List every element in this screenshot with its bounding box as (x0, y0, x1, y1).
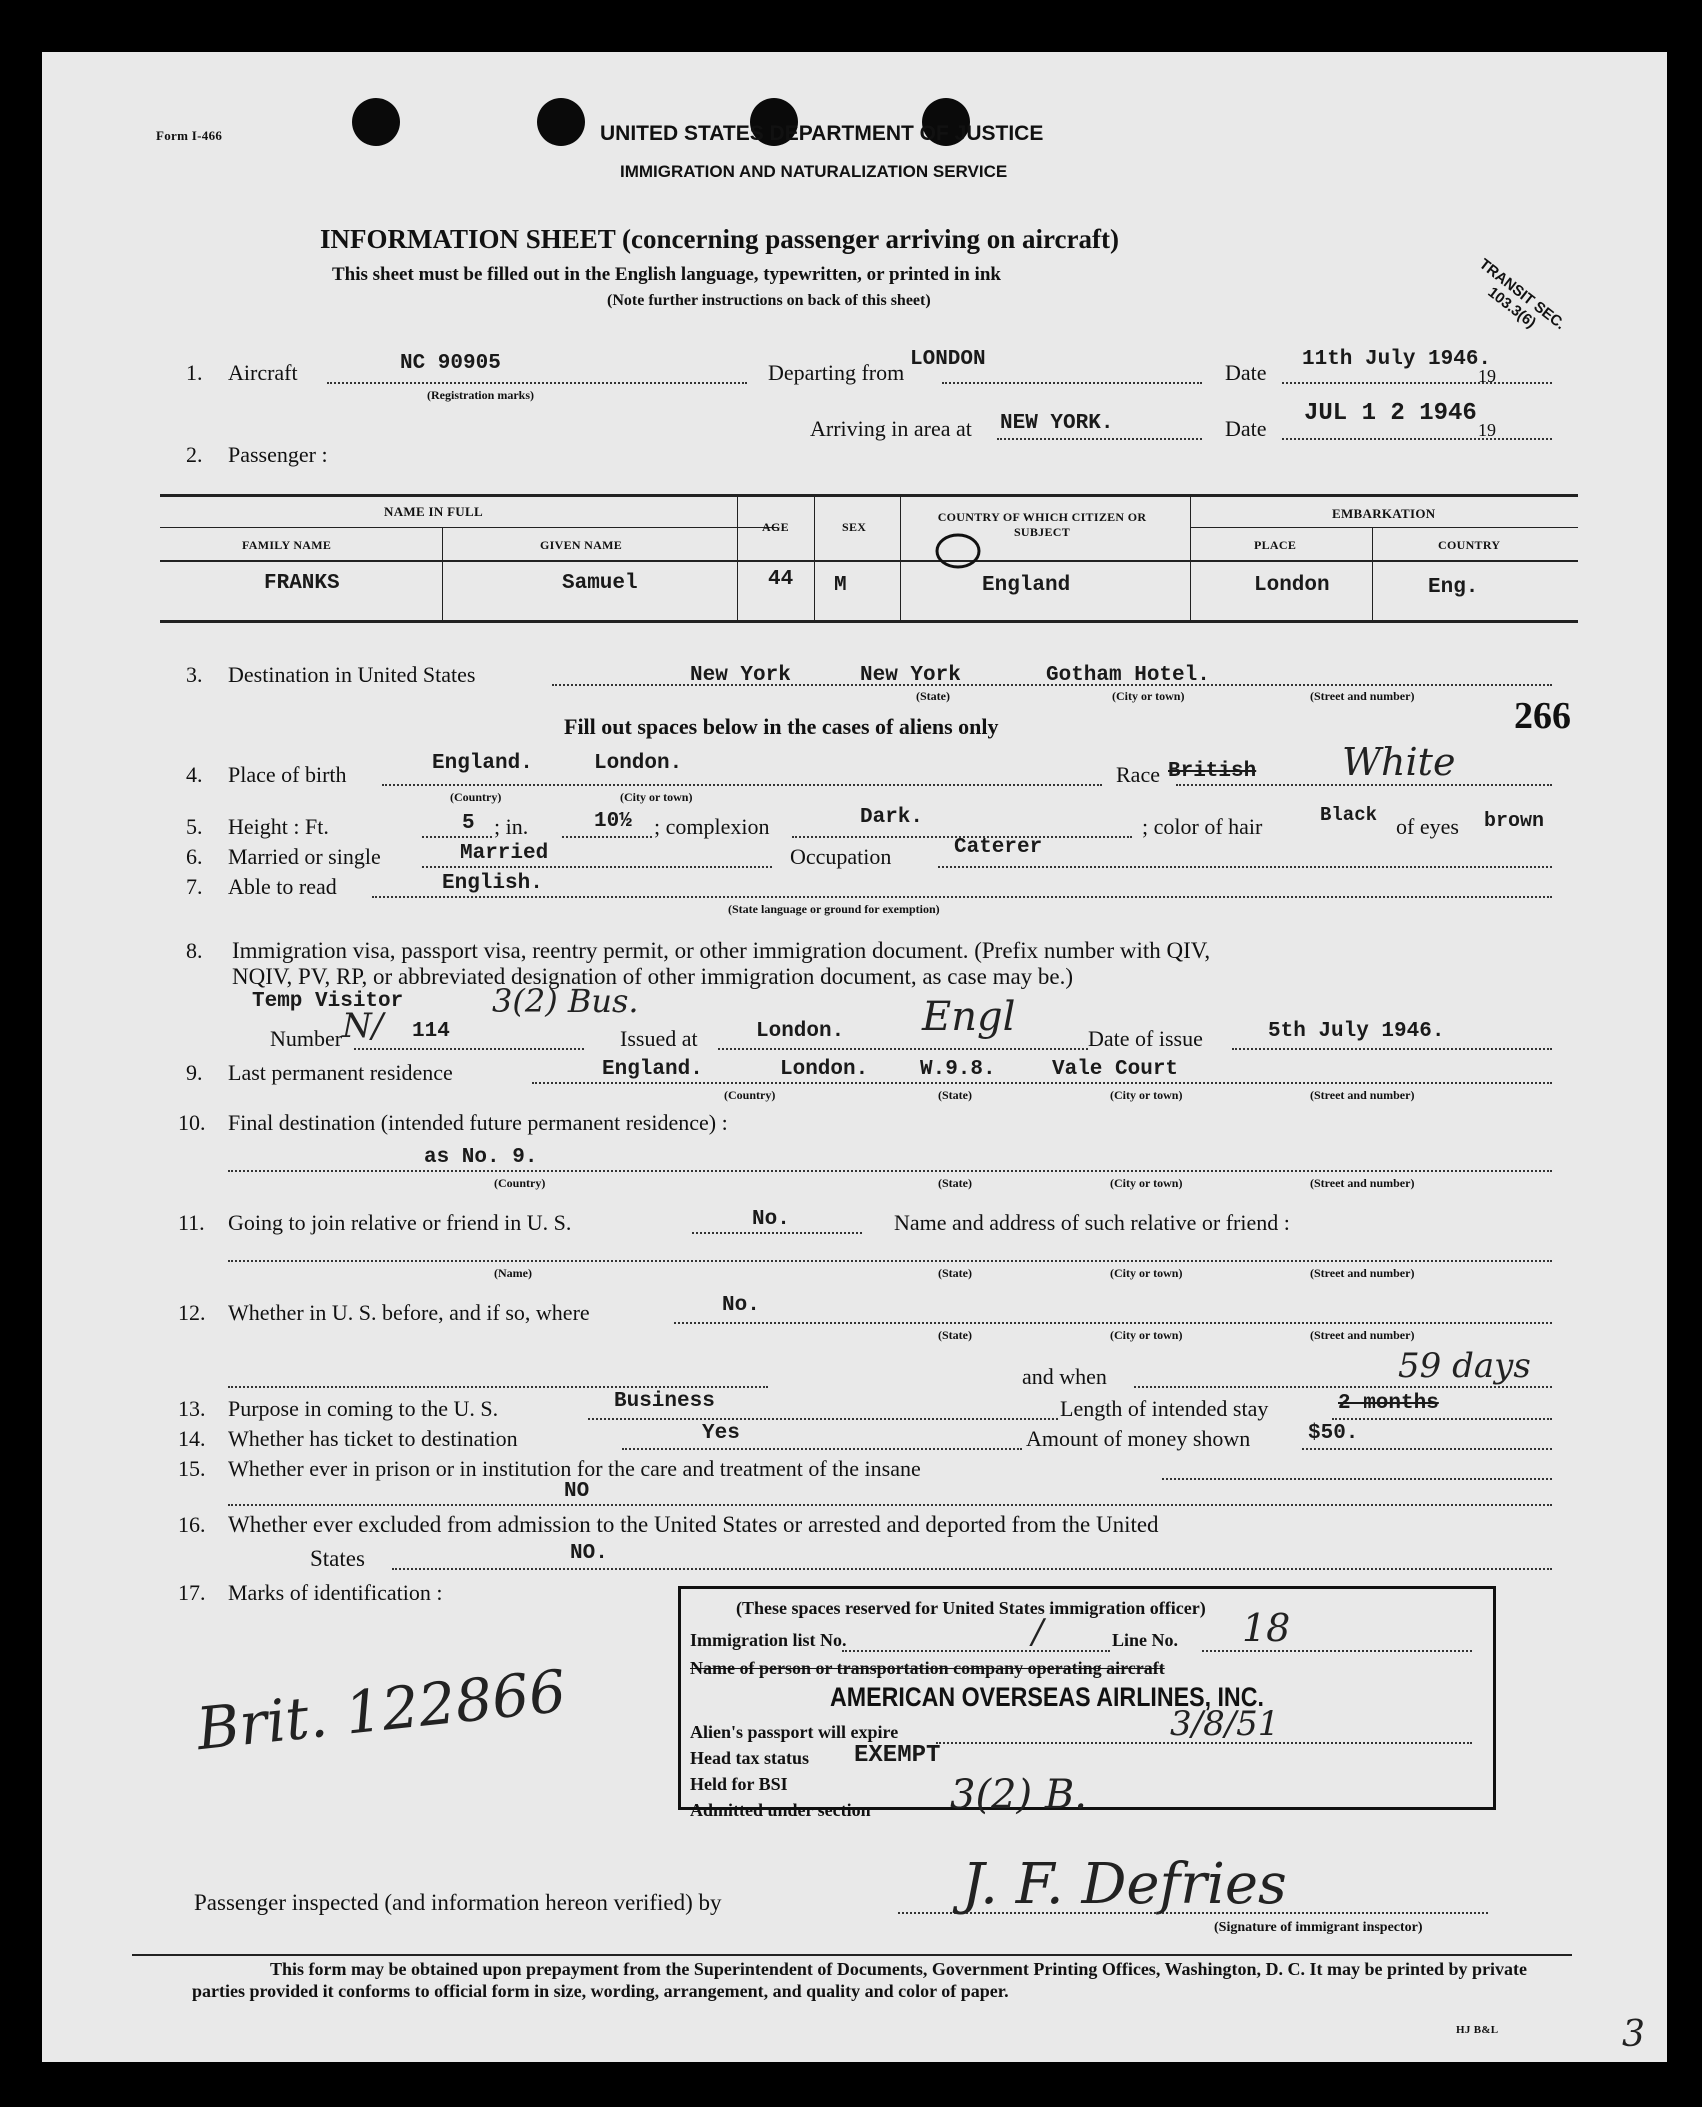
destination-label: Destination in United States (228, 662, 476, 687)
destination-street: Gotham Hotel. (1046, 664, 1210, 687)
cap-street: (Street and number) (1310, 1328, 1415, 1342)
complexion-label: ; complexion (654, 814, 770, 839)
list-no-label: Immigration list No. (690, 1630, 847, 1650)
final-destination-value: as No. 9. (424, 1146, 538, 1169)
signature-caption: (Signature of immigrant inspector) (1214, 1920, 1423, 1935)
issued-value: London. (756, 1020, 845, 1043)
cap-street: (Street and number) (1310, 689, 1415, 703)
passenger-age: 44 (768, 568, 794, 591)
col-place: PLACE (1254, 538, 1297, 552)
q10-number: 10. (178, 1110, 206, 1135)
visa-line1: Immigration visa, passport visa, reentry permit, or other immigration document. (Prefix number with QIV, (232, 938, 1211, 963)
q13-number: 13. (178, 1396, 206, 1421)
excluded-value: NO. (570, 1542, 608, 1565)
passenger-given: Samuel (562, 572, 638, 595)
prison-value: NO (564, 1480, 590, 1503)
race-label: Race (1116, 762, 1160, 787)
final-destination-label: Final destination (intended future permanent residence) : (228, 1110, 728, 1135)
q16-number: 16. (178, 1512, 206, 1537)
cap-state: (State) (916, 689, 950, 703)
q4-number: 4. (186, 762, 203, 787)
col-given-name: GIVEN NAME (540, 538, 623, 552)
money-label: Amount of money shown (1026, 1426, 1251, 1451)
passenger-emb-place: London (1254, 574, 1330, 597)
when-handwritten: 59 days (1398, 1346, 1531, 1386)
q7-number: 7. (186, 874, 203, 899)
residence-city: W.9.8. (920, 1058, 996, 1081)
height-inches: 10½ (594, 810, 632, 833)
col-name-in-full: NAME IN FULL (384, 504, 483, 519)
inspector-signature: J. F. Defries (962, 1852, 1287, 1917)
form-id: Form I-466 (156, 128, 223, 143)
cap-city: (City or town) (1112, 689, 1185, 703)
col-family-name: FAMILY NAME (242, 538, 332, 552)
cap-country: (Country) (494, 1176, 546, 1190)
col-age: AGE (762, 520, 789, 534)
aliens-only-header: Fill out spaces below in the cases of aliens only (564, 714, 999, 739)
eyes-value: brown (1484, 810, 1545, 833)
residence-street: Vale Court (1052, 1058, 1179, 1081)
cap-state: (State) (938, 1266, 972, 1280)
footer-text: This form may be obtained upon prepayment from the Superintendent of Documents, Government Printing Offices, Washington, D. C. It may be printed by private parties provided it conforms to official form in size, wording, arrangement, and quality and color of paper. (192, 1959, 1528, 2001)
cap-country: (Country) (724, 1088, 776, 1102)
visa-number-label: Number (270, 1026, 343, 1051)
bsi-label: Held for BSI (690, 1774, 788, 1794)
read-caption: (State language or ground for exemption) (728, 902, 940, 916)
arriving-value: NEW YORK. (1000, 412, 1114, 435)
passport-expire-value: 3/8/51 (1170, 1704, 1280, 1744)
q11-number: 11. (178, 1210, 205, 1235)
money-value: $50. (1308, 1422, 1359, 1445)
section-value: 3(2) B. (950, 1772, 1087, 1818)
stay-value: 2 months (1338, 1392, 1439, 1415)
form-title: INFORMATION SHEET (concerning passenger arriving on aircraft) (320, 224, 1119, 254)
cap-state: (State) (938, 1176, 972, 1190)
form-subtitle: This sheet must be filled out in the English language, typewritten, or printed in ink (332, 264, 1001, 285)
residence-country: England. (602, 1058, 703, 1081)
cap-country: (Country) (450, 790, 502, 804)
print-code: HJ B&L (1456, 2024, 1499, 2036)
q5-number: 5. (186, 814, 203, 839)
inspected-label: Passenger inspected (and information hereon verified) by (194, 1890, 722, 1915)
marks-label: Marks of identification : (228, 1580, 443, 1605)
visa-number-prefix: N/ (342, 1006, 384, 1046)
issue-date-label: Date of issue (1088, 1026, 1203, 1051)
destination-city: New York (860, 664, 961, 687)
issue-date-value: 5th July 1946. (1268, 1020, 1445, 1043)
form-note: (Note further instructions on back of this sheet) (607, 292, 931, 309)
visa-number-value: 114 (412, 1020, 450, 1043)
punch-hole (537, 98, 585, 146)
q1-number: 1. (186, 360, 203, 385)
cap-street: (Street and number) (1310, 1266, 1415, 1280)
excluded-label-cont: States (310, 1546, 365, 1571)
visa-type-handwritten: 3(2) Bus. (492, 982, 639, 1020)
join-relative-label: Going to join relative or friend in U. S. (228, 1210, 572, 1235)
date1-value: 11th July 1946. (1302, 348, 1492, 371)
registration-caption: (Registration marks) (427, 388, 534, 402)
occupation-label: Occupation (790, 844, 892, 869)
corner-mark: 3 (1622, 2014, 1645, 2055)
marital-label: Married or single (228, 844, 381, 869)
cap-city: (City or town) (1110, 1176, 1183, 1190)
aircraft-value: NC 90905 (400, 352, 501, 375)
height-feet: 5 (462, 812, 475, 835)
purpose-value: Business (614, 1390, 715, 1413)
issued-label: Issued at (620, 1026, 698, 1051)
occupation-value: Caterer (954, 836, 1043, 859)
relative-name-label: Name and address of such relative or friend : (894, 1210, 1290, 1235)
pen-circle-mark (932, 530, 984, 572)
operator-stamp: AMERICAN OVERSEAS AIRLINES, INC. (830, 1682, 1264, 1712)
us-before-value: No. (722, 1294, 760, 1317)
passenger-country: England (982, 574, 1071, 597)
cap-city: (City or town) (1110, 1328, 1183, 1342)
line-no-value: 18 (1242, 1606, 1291, 1650)
marks-handwritten: Brit. 122866 (193, 1656, 570, 1764)
q2-number: 2. (186, 442, 203, 467)
departing-value: LONDON (910, 348, 986, 371)
cap-name: (Name) (494, 1266, 532, 1280)
q17-number: 17. (178, 1580, 206, 1605)
q3-number: 3. (186, 662, 203, 687)
stay-label: Length of intended stay (1060, 1396, 1269, 1421)
passport-expire-label: Alien's passport will expire (690, 1722, 899, 1742)
aircraft-label: Aircraft (228, 360, 298, 385)
birthplace-country: England. (432, 752, 533, 775)
section-label: Admitted under section (690, 1800, 871, 1820)
cap-street: (Street and number) (1310, 1088, 1415, 1102)
page-number: 266 (1514, 695, 1571, 737)
purpose-label: Purpose in coming to the U. S. (228, 1396, 499, 1421)
when-label: and when (1022, 1364, 1107, 1389)
hair-value: Black (1320, 804, 1378, 826)
visa-type-typed: Temp Visitor (252, 990, 404, 1013)
q14-number: 14. (178, 1426, 206, 1451)
cap-city-town: (City or town) (620, 790, 693, 804)
race-typed: British (1168, 760, 1257, 783)
birthplace-label: Place of birth (228, 762, 347, 787)
col-country: COUNTRY OF WHICH CITIZEN OR SUBJECT (937, 510, 1147, 539)
q15-number: 15. (178, 1456, 206, 1481)
col-embarkation: EMBARKATION (1332, 506, 1436, 521)
date1-year-prefix: 19 (1478, 366, 1496, 386)
eyes-label: of eyes (1396, 814, 1459, 839)
cap-state: (State) (938, 1328, 972, 1342)
residence-label: Last permanent residence (228, 1060, 453, 1085)
list-no-value: / (1032, 1612, 1044, 1652)
document-page (42, 52, 1667, 2062)
destination-state: New York (690, 664, 791, 687)
birthplace-city: London. (594, 752, 683, 775)
operator-label: Name of person or transportation company operating aircraft (690, 1658, 1165, 1678)
read-label: Able to read (228, 874, 337, 899)
head-tax-value: EXEMPT (854, 1742, 941, 1769)
agency-name: UNITED STATES DEPARTMENT OF JUSTICE (600, 122, 1044, 145)
passenger-family: FRANKS (264, 572, 340, 595)
race-handwritten: White (1342, 740, 1456, 784)
date1-label: Date (1225, 360, 1267, 385)
arriving-label: Arriving in area at (810, 416, 972, 441)
height-label: Height : Ft. (228, 814, 329, 839)
q6-number: 6. (186, 844, 203, 869)
transit-stamp: TRANSIT SEC. 103.3(6) (1475, 255, 1569, 334)
departing-label: Departing from (768, 360, 905, 385)
passenger-label: Passenger : (228, 442, 328, 467)
date2-year-prefix: 19 (1478, 420, 1496, 440)
cap-city: (City or town) (1110, 1088, 1183, 1102)
date2-value: JUL 1 2 1946 (1304, 400, 1477, 427)
ticket-value: Yes (702, 1422, 740, 1445)
hair-label: ; color of hair (1142, 814, 1263, 839)
visa-line2: NQIV, PV, RP, or abbreviated designation of other immigration document, as case may be.) (232, 964, 1074, 989)
us-before-label: Whether in U. S. before, and if so, where (228, 1300, 590, 1325)
q9-number: 9. (186, 1060, 203, 1085)
marital-value: Married (460, 842, 549, 865)
passenger-sex: M (834, 574, 847, 597)
ticket-label: Whether has ticket to destination (228, 1426, 518, 1451)
q8-number: 8. (186, 938, 203, 963)
residence-state: London. (780, 1058, 869, 1081)
inches-label: ; in. (494, 814, 529, 839)
cap-city: (City or town) (1110, 1266, 1183, 1280)
cap-state: (State) (938, 1088, 972, 1102)
col-emb-country: COUNTRY (1438, 538, 1501, 552)
service-name: IMMIGRATION AND NATURALIZATION SERVICE (620, 162, 1008, 181)
col-sex: SEX (842, 520, 867, 534)
line-no-label: Line No. (1112, 1630, 1179, 1650)
officer-box-title: (These spaces reserved for United States immigration officer) (736, 1598, 1206, 1618)
passenger-emb-country: Eng. (1428, 576, 1479, 599)
q12-number: 12. (178, 1300, 206, 1325)
prison-label: Whether ever in prison or in institution for the care and treatment of the insane (228, 1456, 921, 1481)
issued-handwritten: Engl (922, 994, 1016, 1040)
excluded-label: Whether ever excluded from admission to the United States or arrested and deported from the United (228, 1512, 1159, 1537)
read-value: English. (442, 872, 543, 895)
punch-hole (352, 98, 400, 146)
head-tax-label: Head tax status (690, 1748, 810, 1768)
complexion-value: Dark. (860, 806, 924, 829)
date2-label: Date (1225, 416, 1267, 441)
cap-street: (Street and number) (1310, 1176, 1415, 1190)
join-relative-value: No. (752, 1208, 790, 1231)
